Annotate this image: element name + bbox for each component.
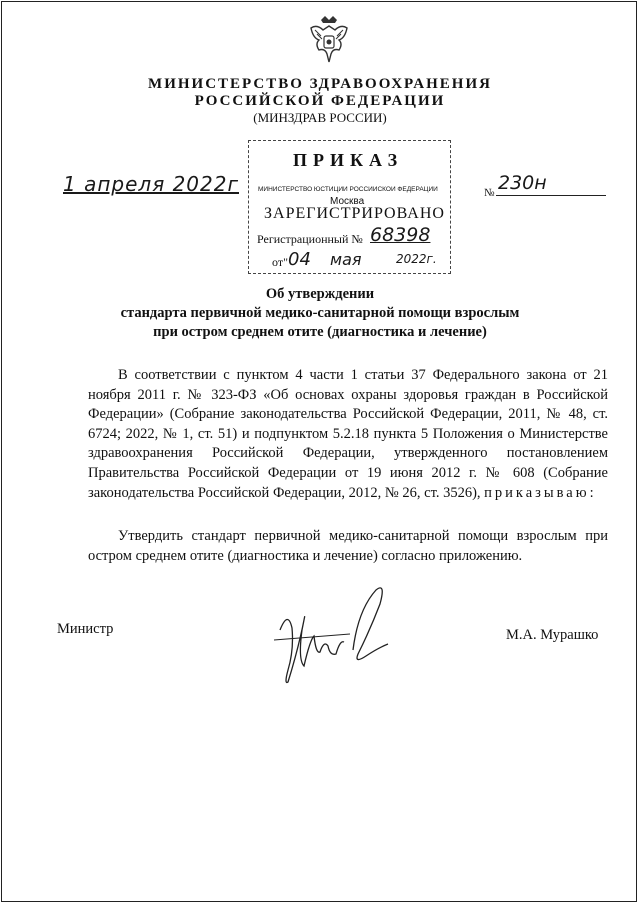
stamp-from-label: от" bbox=[272, 255, 288, 269]
ministry-name-line1: МИНИСТЕРСТВО ЗДРАВООХРАНЕНИЯ bbox=[148, 76, 492, 92]
stamp-registered: ЗАРЕГИСТРИРОВАНО bbox=[264, 205, 445, 222]
stamp-registration-label: Регистрационный № bbox=[257, 232, 363, 246]
document-heading-line1: Об утверждении bbox=[265, 286, 375, 302]
stamp-from-year: 2022г. bbox=[396, 252, 437, 266]
stamp-city: Москва bbox=[330, 196, 365, 207]
ministry-short-name: (МИНЗДРАВ РОССИИ) bbox=[253, 110, 387, 125]
signer-position: Министр bbox=[57, 621, 114, 637]
ministry-name-line2: РОССИЙСКОЙ ФЕДЕРАЦИИ bbox=[194, 93, 446, 109]
body-paragraph-1-text: В соответствии с пунктом 4 части 1 статьи 37 Федерального закона от 21 ноября 2011 г. № 323-ФЗ «Об основах охраны здоровья граждан в Российской Федерации» (Собрание законодательства Российской Федерации, 2011, № 48, ст. 6724; 2022, № 1, ст. 51) и подпунктом 5.2.18 пункта 5 Положения о Министерстве здравоохранения Российской Федерации, утвержденного постановлением Правительства Российской Федерации от 19 июня 2012 г. № 608 (Собрание законодательства Российской Федерации, 2012, № 26, ст. 3526), bbox=[88, 367, 608, 501]
body-paragraph-1 bbox=[88, 366, 608, 503]
signer-name: М.А. Мурашко bbox=[506, 627, 599, 643]
document-heading-line2: стандарта первичной медико-санитарной помощи взрослым bbox=[120, 305, 520, 321]
order-title: ПРИКАЗ bbox=[293, 150, 404, 170]
body-paragraph-1-tail: приказываю: bbox=[484, 484, 597, 501]
stamp-from-day: 04 bbox=[288, 249, 311, 270]
order-date-handwritten: 1 апреля 2022г bbox=[63, 172, 239, 196]
body-paragraph-2: Утвердить стандарт первичной медико-санитарной помощи взрослым при остром среднем отите (диагностика и лечение) согласно приложению. bbox=[88, 528, 608, 564]
stamp-from-month: мая bbox=[330, 250, 362, 269]
document-heading-line3: при остром среднем отите (диагностика и лечение) bbox=[153, 324, 487, 340]
handwritten-signature-icon bbox=[258, 570, 408, 700]
stamp-registration-number: 68398 bbox=[370, 224, 431, 246]
stamp-ministry-of-justice: МИНИСТЕРСТВО ЮСТИЦИИ РОССИЙСКОЙ ФЕДЕРАЦИИ bbox=[258, 186, 438, 193]
order-number-label: № bbox=[484, 187, 495, 199]
coat-of-arms-icon bbox=[307, 14, 351, 64]
order-number-underline bbox=[496, 195, 606, 196]
order-number-handwritten: 230н bbox=[498, 172, 547, 194]
